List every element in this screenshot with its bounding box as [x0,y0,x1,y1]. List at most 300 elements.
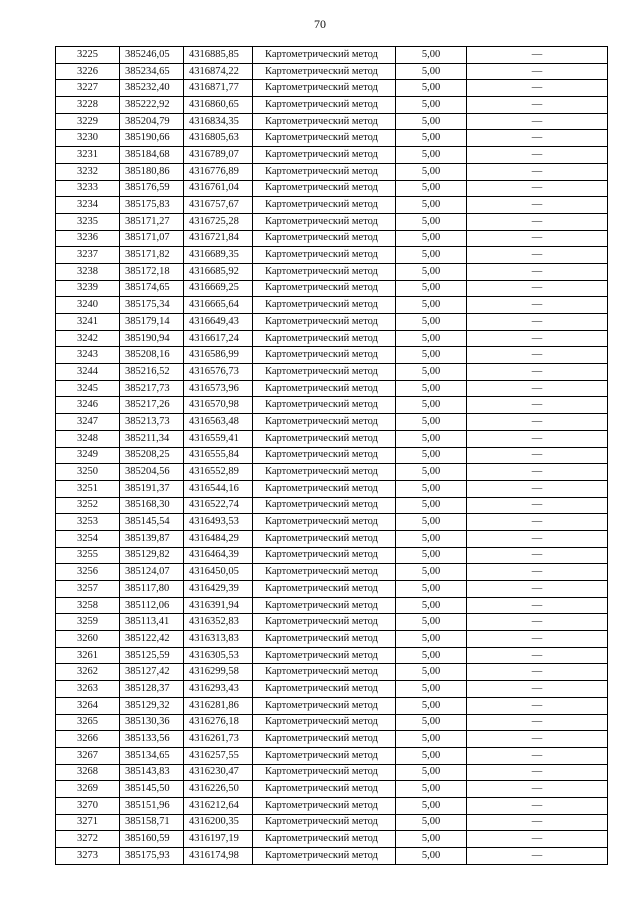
point-number-cell: 3254 [56,530,120,547]
method-cell: Картометрический метод [253,247,396,264]
table-row [56,180,608,197]
note-cell: — [467,647,608,664]
point-number-cell: 3250 [56,464,120,481]
x-coordinate-cell: 385176,59 [120,180,184,197]
y-coordinate-cell: 4316805,63 [184,130,253,147]
y-coordinate-cell: 4316450,05 [184,564,253,581]
y-coordinate-cell: 4316860,65 [184,97,253,114]
table-row [56,480,608,497]
error-cell: 5,00 [396,47,467,64]
method-cell: Картометрический метод [253,80,396,97]
error-cell: 5,00 [396,330,467,347]
error-cell: 5,00 [396,380,467,397]
method-cell: Картометрический метод [253,831,396,848]
y-coordinate-cell: 4316293,43 [184,681,253,698]
y-coordinate-cell: 4316464,39 [184,547,253,564]
y-coordinate-cell: 4316665,64 [184,297,253,314]
note-cell: — [467,631,608,648]
point-number-cell: 3239 [56,280,120,297]
note-cell: — [467,731,608,748]
note-cell: — [467,464,608,481]
table-row [56,530,608,547]
point-number-cell: 3242 [56,330,120,347]
table-row [56,614,608,631]
error-cell: 5,00 [396,797,467,814]
method-cell: Картометрический метод [253,314,396,331]
point-number-cell: 3264 [56,697,120,714]
point-number-cell: 3245 [56,380,120,397]
y-coordinate-cell: 4316544,16 [184,480,253,497]
point-number-cell: 3262 [56,664,120,681]
point-number-cell: 3227 [56,80,120,97]
error-cell: 5,00 [396,764,467,781]
point-number-cell: 3269 [56,781,120,798]
note-cell: — [467,831,608,848]
x-coordinate-cell: 385217,26 [120,397,184,414]
table-row [56,163,608,180]
x-coordinate-cell: 385134,65 [120,747,184,764]
point-number-cell: 3266 [56,731,120,748]
y-coordinate-cell: 4316257,55 [184,747,253,764]
table-row [56,430,608,447]
method-cell: Картометрический метод [253,364,396,381]
table-row [56,697,608,714]
error-cell: 5,00 [396,197,467,214]
x-coordinate-cell: 385213,73 [120,414,184,431]
error-cell: 5,00 [396,180,467,197]
table-row [56,647,608,664]
method-cell: Картометрический метод [253,614,396,631]
note-cell: — [467,814,608,831]
table-row [56,597,608,614]
method-cell: Картометрический метод [253,230,396,247]
x-coordinate-cell: 385184,68 [120,147,184,164]
error-cell: 5,00 [396,480,467,497]
point-number-cell: 3273 [56,848,120,865]
table-row [56,664,608,681]
method-cell: Картометрический метод [253,497,396,514]
error-cell: 5,00 [396,614,467,631]
method-cell: Картометрический метод [253,47,396,64]
y-coordinate-cell: 4316885,85 [184,47,253,64]
table-row [56,814,608,831]
x-coordinate-cell: 385171,82 [120,247,184,264]
point-number-cell: 3256 [56,564,120,581]
table-row [56,781,608,798]
table-row [56,831,608,848]
note-cell: — [467,597,608,614]
y-coordinate-cell: 4316305,53 [184,647,253,664]
table-row [56,681,608,698]
point-number-cell: 3225 [56,47,120,64]
x-coordinate-cell: 385133,56 [120,731,184,748]
method-cell: Картометрический метод [253,397,396,414]
y-coordinate-cell: 4316563,48 [184,414,253,431]
note-cell: — [467,180,608,197]
method-cell: Картометрический метод [253,681,396,698]
table-row [56,297,608,314]
x-coordinate-cell: 385175,83 [120,197,184,214]
x-coordinate-cell: 385216,52 [120,364,184,381]
x-coordinate-cell: 385130,36 [120,714,184,731]
note-cell: — [467,564,608,581]
method-cell: Картометрический метод [253,113,396,130]
note-cell: — [467,781,608,798]
point-number-cell: 3252 [56,497,120,514]
table-row [56,113,608,130]
y-coordinate-cell: 4316200,35 [184,814,253,831]
x-coordinate-cell: 385179,14 [120,314,184,331]
x-coordinate-cell: 385139,87 [120,530,184,547]
x-coordinate-cell: 385222,92 [120,97,184,114]
error-cell: 5,00 [396,297,467,314]
error-cell: 5,00 [396,697,467,714]
point-number-cell: 3247 [56,414,120,431]
method-cell: Картометрический метод [253,63,396,80]
point-number-cell: 3272 [56,831,120,848]
note-cell: — [467,330,608,347]
method-cell: Картометрический метод [253,631,396,648]
point-number-cell: 3265 [56,714,120,731]
method-cell: Картометрический метод [253,464,396,481]
table-row [56,564,608,581]
error-cell: 5,00 [396,314,467,331]
point-number-cell: 3228 [56,97,120,114]
point-number-cell: 3263 [56,681,120,698]
method-cell: Картометрический метод [253,347,396,364]
method-cell: Картометрический метод [253,480,396,497]
y-coordinate-cell: 4316669,25 [184,280,253,297]
method-cell: Картометрический метод [253,747,396,764]
method-cell: Картометрический метод [253,330,396,347]
x-coordinate-cell: 385208,25 [120,447,184,464]
table-row [56,213,608,230]
error-cell: 5,00 [396,63,467,80]
y-coordinate-cell: 4316789,07 [184,147,253,164]
x-coordinate-cell: 385160,59 [120,831,184,848]
table-row [56,731,608,748]
table-body [56,47,608,865]
note-cell: — [467,147,608,164]
point-number-cell: 3236 [56,230,120,247]
method-cell: Картометрический метод [253,147,396,164]
y-coordinate-cell: 4316226,50 [184,781,253,798]
point-number-cell: 3246 [56,397,120,414]
table-row [56,497,608,514]
note-cell: — [467,480,608,497]
x-coordinate-cell: 385112,06 [120,597,184,614]
note-cell: — [467,113,608,130]
note-cell: — [467,297,608,314]
point-number-cell: 3234 [56,197,120,214]
error-cell: 5,00 [396,781,467,798]
note-cell: — [467,681,608,698]
table-row [56,47,608,64]
method-cell: Картометрический метод [253,430,396,447]
note-cell: — [467,280,608,297]
table-row [56,631,608,648]
y-coordinate-cell: 4316484,29 [184,530,253,547]
method-cell: Картометрический метод [253,447,396,464]
x-coordinate-cell: 385171,27 [120,213,184,230]
method-cell: Картометрический метод [253,597,396,614]
error-cell: 5,00 [396,714,467,731]
error-cell: 5,00 [396,848,467,865]
point-number-cell: 3258 [56,597,120,614]
error-cell: 5,00 [396,464,467,481]
error-cell: 5,00 [396,547,467,564]
point-number-cell: 3253 [56,514,120,531]
y-coordinate-cell: 4316649,43 [184,314,253,331]
note-cell: — [467,848,608,865]
x-coordinate-cell: 385175,93 [120,848,184,865]
x-coordinate-cell: 385190,94 [120,330,184,347]
method-cell: Картометрический метод [253,581,396,598]
note-cell: — [467,197,608,214]
x-coordinate-cell: 385172,18 [120,263,184,280]
error-cell: 5,00 [396,831,467,848]
error-cell: 5,00 [396,97,467,114]
point-number-cell: 3240 [56,297,120,314]
y-coordinate-cell: 4316573,96 [184,380,253,397]
error-cell: 5,00 [396,814,467,831]
method-cell: Картометрический метод [253,797,396,814]
error-cell: 5,00 [396,647,467,664]
y-coordinate-cell: 4316570,98 [184,397,253,414]
note-cell: — [467,614,608,631]
method-cell: Картометрический метод [253,263,396,280]
y-coordinate-cell: 4316555,84 [184,447,253,464]
point-number-cell: 3259 [56,614,120,631]
x-coordinate-cell: 385234,65 [120,63,184,80]
note-cell: — [467,380,608,397]
method-cell: Картометрический метод [253,297,396,314]
note-cell: — [467,581,608,598]
point-number-cell: 3267 [56,747,120,764]
note-cell: — [467,797,608,814]
table-row [56,230,608,247]
y-coordinate-cell: 4316261,73 [184,731,253,748]
error-cell: 5,00 [396,430,467,447]
method-cell: Картометрический метод [253,414,396,431]
point-number-cell: 3243 [56,347,120,364]
y-coordinate-cell: 4316761,04 [184,180,253,197]
point-number-cell: 3241 [56,314,120,331]
note-cell: — [467,347,608,364]
y-coordinate-cell: 4316725,28 [184,213,253,230]
point-number-cell: 3260 [56,631,120,648]
error-cell: 5,00 [396,530,467,547]
note-cell: — [467,213,608,230]
point-number-cell: 3261 [56,647,120,664]
x-coordinate-cell: 385145,50 [120,781,184,798]
point-number-cell: 3271 [56,814,120,831]
method-cell: Картометрический метод [253,280,396,297]
x-coordinate-cell: 385171,07 [120,230,184,247]
y-coordinate-cell: 4316299,58 [184,664,253,681]
table-row [56,263,608,280]
note-cell: — [467,714,608,731]
y-coordinate-cell: 4316197,19 [184,831,253,848]
note-cell: — [467,314,608,331]
note-cell: — [467,697,608,714]
table-row [56,347,608,364]
point-number-cell: 3248 [56,430,120,447]
x-coordinate-cell: 385129,82 [120,547,184,564]
y-coordinate-cell: 4316212,64 [184,797,253,814]
error-cell: 5,00 [396,514,467,531]
note-cell: — [467,497,608,514]
method-cell: Картометрический метод [253,130,396,147]
point-number-cell: 3257 [56,581,120,598]
table-row [56,447,608,464]
x-coordinate-cell: 385208,16 [120,347,184,364]
note-cell: — [467,447,608,464]
table-row [56,380,608,397]
y-coordinate-cell: 4316576,73 [184,364,253,381]
table-row [56,547,608,564]
error-cell: 5,00 [396,213,467,230]
note-cell: — [467,414,608,431]
x-coordinate-cell: 385145,54 [120,514,184,531]
note-cell: — [467,97,608,114]
y-coordinate-cell: 4316522,74 [184,497,253,514]
error-cell: 5,00 [396,130,467,147]
x-coordinate-cell: 385211,34 [120,430,184,447]
note-cell: — [467,263,608,280]
x-coordinate-cell: 385113,41 [120,614,184,631]
note-cell: — [467,430,608,447]
note-cell: — [467,747,608,764]
x-coordinate-cell: 385190,66 [120,130,184,147]
error-cell: 5,00 [396,597,467,614]
method-cell: Картометрический метод [253,380,396,397]
error-cell: 5,00 [396,747,467,764]
method-cell: Картометрический метод [253,514,396,531]
point-number-cell: 3233 [56,180,120,197]
error-cell: 5,00 [396,280,467,297]
error-cell: 5,00 [396,263,467,280]
x-coordinate-cell: 385124,07 [120,564,184,581]
x-coordinate-cell: 385232,40 [120,80,184,97]
method-cell: Картометрический метод [253,564,396,581]
method-cell: Картометрический метод [253,97,396,114]
error-cell: 5,00 [396,230,467,247]
error-cell: 5,00 [396,247,467,264]
error-cell: 5,00 [396,113,467,130]
page-number: 70 [314,17,326,31]
point-number-cell: 3255 [56,547,120,564]
note-cell: — [467,397,608,414]
x-coordinate-cell: 385127,42 [120,664,184,681]
note-cell: — [467,547,608,564]
table-row [56,848,608,865]
error-cell: 5,00 [396,497,467,514]
note-cell: — [467,514,608,531]
point-number-cell: 3238 [56,263,120,280]
point-number-cell: 3268 [56,764,120,781]
point-number-cell: 3251 [56,480,120,497]
table-row [56,414,608,431]
table-row [56,714,608,731]
method-cell: Картометрический метод [253,530,396,547]
table-row [56,797,608,814]
coordinates-table [55,46,608,865]
note-cell: — [467,47,608,64]
method-cell: Картометрический метод [253,213,396,230]
note-cell: — [467,764,608,781]
x-coordinate-cell: 385174,65 [120,280,184,297]
table-row [56,314,608,331]
error-cell: 5,00 [396,731,467,748]
y-coordinate-cell: 4316391,94 [184,597,253,614]
x-coordinate-cell: 385117,80 [120,581,184,598]
note-cell: — [467,530,608,547]
table-row [56,97,608,114]
table-row [56,247,608,264]
point-number-cell: 3237 [56,247,120,264]
method-cell: Картометрический метод [253,664,396,681]
table-row [56,364,608,381]
error-cell: 5,00 [396,347,467,364]
note-cell: — [467,247,608,264]
point-number-cell: 3226 [56,63,120,80]
table-row [56,80,608,97]
x-coordinate-cell: 385151,96 [120,797,184,814]
y-coordinate-cell: 4316617,24 [184,330,253,347]
error-cell: 5,00 [396,80,467,97]
method-cell: Картометрический метод [253,697,396,714]
y-coordinate-cell: 4316689,35 [184,247,253,264]
point-number-cell: 3244 [56,364,120,381]
error-cell: 5,00 [396,447,467,464]
y-coordinate-cell: 4316757,67 [184,197,253,214]
note-cell: — [467,163,608,180]
method-cell: Картометрический метод [253,714,396,731]
method-cell: Картометрический метод [253,163,396,180]
method-cell: Картометрический метод [253,764,396,781]
method-cell: Картометрический метод [253,647,396,664]
method-cell: Картометрический метод [253,731,396,748]
x-coordinate-cell: 385143,83 [120,764,184,781]
y-coordinate-cell: 4316352,83 [184,614,253,631]
point-number-cell: 3229 [56,113,120,130]
y-coordinate-cell: 4316874,22 [184,63,253,80]
note-cell: — [467,63,608,80]
x-coordinate-cell: 385128,37 [120,681,184,698]
y-coordinate-cell: 4316230,47 [184,764,253,781]
table-row [56,147,608,164]
note-cell: — [467,364,608,381]
note-cell: — [467,230,608,247]
table-row [56,130,608,147]
note-cell: — [467,80,608,97]
table-row [56,197,608,214]
table-row [56,330,608,347]
x-coordinate-cell: 385158,71 [120,814,184,831]
point-number-cell: 3270 [56,797,120,814]
y-coordinate-cell: 4316174,98 [184,848,253,865]
error-cell: 5,00 [396,397,467,414]
y-coordinate-cell: 4316552,89 [184,464,253,481]
y-coordinate-cell: 4316281,86 [184,697,253,714]
y-coordinate-cell: 4316685,92 [184,263,253,280]
table-row [56,514,608,531]
y-coordinate-cell: 4316429,39 [184,581,253,598]
error-cell: 5,00 [396,414,467,431]
error-cell: 5,00 [396,681,467,698]
x-coordinate-cell: 385129,32 [120,697,184,714]
